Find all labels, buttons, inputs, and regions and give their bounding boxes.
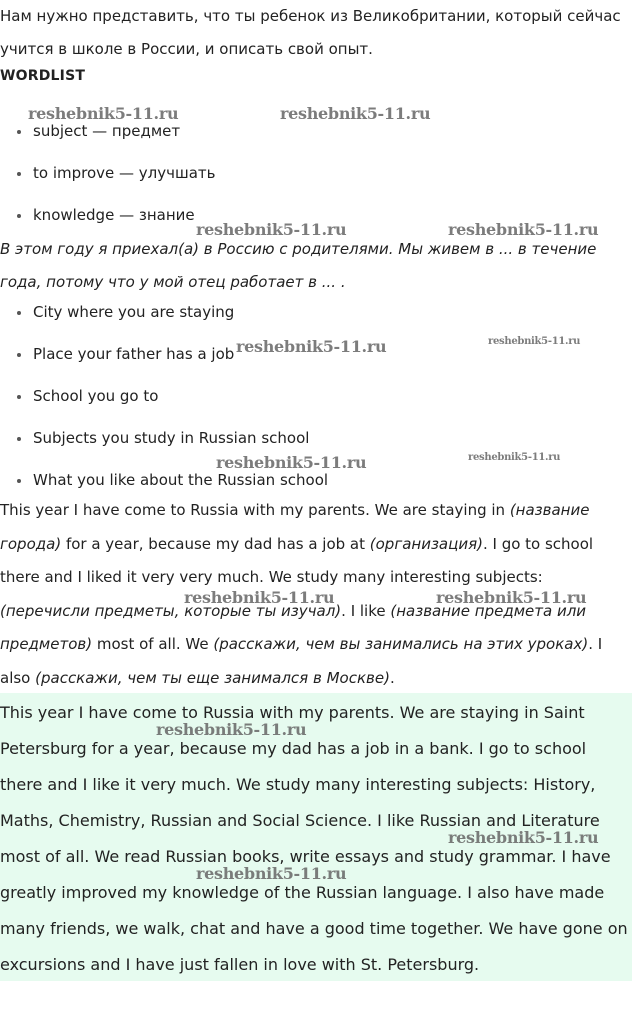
- template-paragraph: This year I have come to Russia with my parents. We are staying in (название города) for a year, because my dad has a job at (организация). I go to school there and I liked it very very much. We study many interesting subjects: (перечисли предметы, которые ты изучал). I like (название предмета или предметов) most of all. We (расскажи, чем вы занимались на этих уроках). I also (расскажи, чем ты еще занимался в Москве).: [0, 501, 603, 687]
- bullet-icon: [17, 172, 21, 176]
- watermark: reshebnik5-11.ru: [196, 220, 347, 239]
- watermark: reshebnik5-11.ru: [448, 828, 599, 847]
- placeholder-organization: (организация): [369, 534, 483, 553]
- placeholder-favorite-subject: (название предмета или предметов): [0, 601, 587, 653]
- placeholder-moscow: (расскажи, чем ты еще занимался в Москве): [35, 668, 390, 687]
- bullet-icon: [17, 395, 21, 399]
- bullet-icon: [17, 311, 21, 315]
- watermark: reshebnik5-11.ru: [216, 453, 367, 472]
- bullet-icon: [17, 437, 21, 441]
- placeholder-city: (название города): [0, 501, 590, 553]
- watermark: reshebnik5-11.ru: [184, 588, 335, 607]
- italic-intro: В этом году я приехал(а) в Россию с родителями. Мы живем в ... в течение года, потому что у мой отец работает в ... .: [0, 240, 597, 291]
- placeholder-lessons: (расскажи, чем вы занимались на этих уроках): [213, 635, 589, 653]
- bullet-icon: [17, 214, 21, 218]
- watermark: reshebnik5-11.ru: [436, 588, 587, 607]
- watermark: reshebnik5-11.ru: [280, 104, 431, 123]
- watermark: reshebnik5-11.ru: [468, 452, 561, 463]
- watermark: reshebnik5-11.ru: [28, 104, 179, 123]
- bullet-icon: [17, 353, 21, 357]
- watermark: reshebnik5-11.ru: [448, 220, 599, 239]
- placeholder-subjects: (перечисли предметы, которые ты изучал): [0, 601, 342, 620]
- bullet-icon: [17, 479, 21, 483]
- watermark: reshebnik5-11.ru: [196, 864, 347, 883]
- wordlist-heading: WORDLIST: [0, 68, 86, 84]
- intro-text: Нам нужно представить, что ты ребенок из Великобритании, который сейчас учится в школе в России, и описать свой опыт.: [0, 7, 621, 58]
- watermark: reshebnik5-11.ru: [236, 337, 387, 356]
- watermark: reshebnik5-11.ru: [488, 336, 581, 347]
- bullet-icon: [17, 130, 21, 134]
- watermark: reshebnik5-11.ru: [156, 720, 307, 739]
- answer-block: This year I have come to Russia with my parents. We are staying in Saint Petersburg for a year, because my dad has a job in a bank. I go to school there and I like it very much. We study many interesting subjects: History, Maths, Chemistry, Russian and Social Science. I like Russian and Literature most of all. We read Russian books, write essays and study grammar. I have greatly improved my knowledge of the Russian language. I also have made many friends, we walk, chat and have a good time together. We have gone on excursions and I have just fallen in love with St. Petersburg.: [0, 693, 632, 981]
